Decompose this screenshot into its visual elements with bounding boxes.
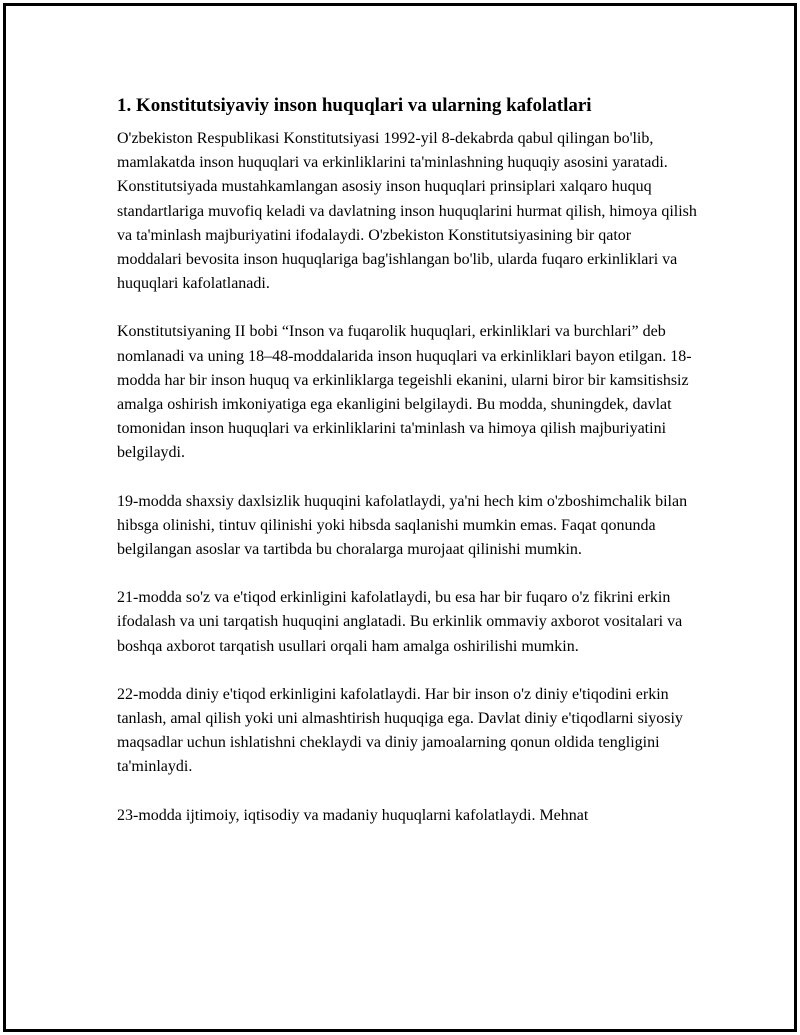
section-heading: 1. Konstitutsiyaviy inson huquqlari va ularning kafolatlari [117, 95, 592, 116]
paragraph-article-21: 21-modda so'z va e'tiqod erkinligini kafolatlaydi, bu esa har bir fuqaro o'z fikrini erkin ifodalash va uni tarqatish huquqini anglatadi. Bu erkinlik ommaviy axborot vositalari va boshqa axborot tarqatish usullari orqali ham amalga oshirilishi mumkin. [117, 589, 683, 655]
paragraph-article-22: 22-modda diniy e'tiqod erkinligini kafolatlaydi. Har bir inson o'z diniy e'tiqodini erkin tanlash, amal qilish yoki uni almashtirish huquqiga ega. Davlat diniy e'tiqodlarni siyosiy maqsadlar uchun ishlatishni cheklaydi va diniy jamoalarning qonun oldida tengligini ta'minlaydi. [117, 685, 683, 776]
paragraph-article-19: 19-modda shaxsiy daxlsizlik huquqini kafolatlaydi, ya'ni hech kim o'zboshimchalik bilan hibsga olinishi, tintuv qilinishi yoki hibsda saqlanishi mumkin emas. Faqat qonunda belgilangan asoslar va tartibda bu choralarga murojaat qilinishi mumkin. [117, 492, 688, 559]
paragraph-chapter-two: Konstitutsiyaning II bobi “Inson va fuqarolik huquqlari, erkinliklari va burchlari” deb nomlanadi va uning 18–48-moddalarida inson huquqlari va erkinliklari bayon etilgan. 18-modda har bir inson huquq va erkinliklarga tegeishli ekanini, ularni biror bir kamsitishsiz amalga oshirish imkoniyatiga ega ekanligini belgilaydi. Bu modda, shuningdek, davlat tomonidan inson huquqlari va erkinliklarini ta'minlash va himoya qilish majburiyatini belgilaydi. [117, 323, 692, 462]
document-body [117, 93, 697, 852]
paragraph-article-23: 23-modda ijtimoiy, iqtisodiy va madaniy huquqlarni kafolatlaydi. Mehnat [117, 806, 589, 824]
paragraph-constitution-intro: O'zbekiston Respublikasi Konstitutsiyasi 1992-yil 8-dekabrda qabul qilingan bo'lib, mamlakatda inson huquqlari va erkinliklarini ta'minlashning huquqiy asosini yaratadi. Konstitutsiyada mustahkamlangan asosiy inson huquqlari prinsiplari xalqaro huquq standartlariga muvofiq keladi va davlatning inson huquqlarini hurmat qilish, himoya qilish va ta'minlash majburiyatini ifodalaydi. O'zbekiston Konstitutsiyasining bir qator moddalari bevosita inson huquqlariga bag'ishlangan bo'lib, ularda fuqaro erkinliklari va huquqlari kafolatlanadi. [117, 130, 697, 293]
